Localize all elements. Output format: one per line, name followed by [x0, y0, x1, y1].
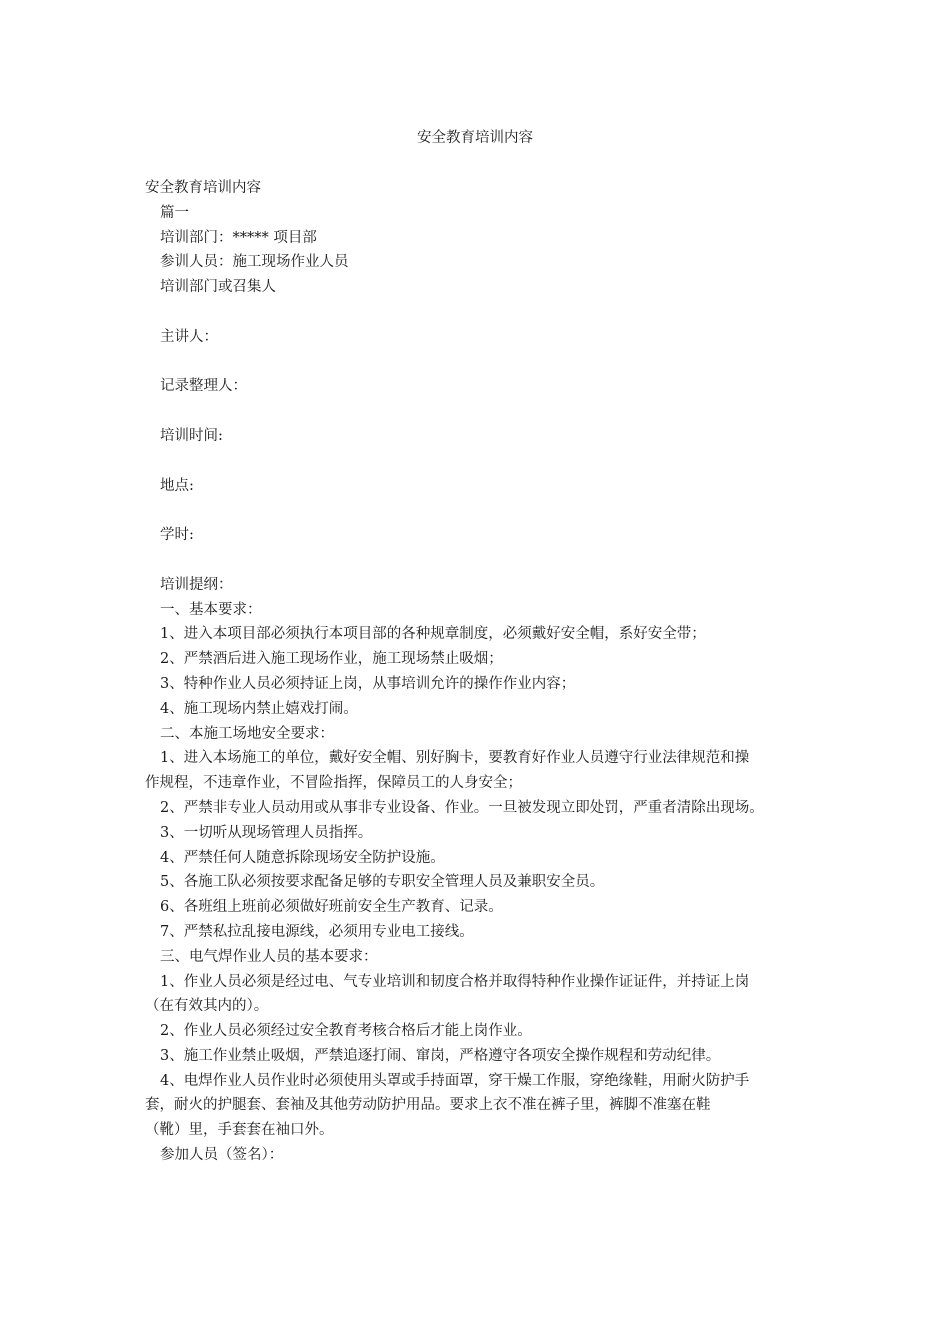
list-item: 3、施工作业禁止吸烟，严禁追逐打闹、窜岗，严格遵守各项安全操作规程和劳动纪律。 — [160, 1047, 721, 1064]
recorder-field: 记录整理人： — [160, 378, 247, 395]
list-item: 6、各班组上班前必须做好班前安全生产教育、记录。 — [160, 899, 503, 916]
list-item: 7、严禁私拉乱接电源线，必须用专业电工接线。 — [160, 923, 474, 940]
list-item: 1、进入本项目部必须执行本项目部的各种规章制度，必须戴好安全帽，系好安全带； — [160, 626, 706, 643]
part-label: 篇一 — [160, 204, 189, 221]
training-attendees: 参训人员：施工现场作业人员 — [160, 254, 349, 271]
spacer — [145, 350, 825, 375]
list-item-continuation: 套，耐火的护腿套、套袖及其他劳动防护用品。要求上衣不准在裤子里，裤脚不准塞在鞋 — [145, 1097, 711, 1114]
list-item-continuation: （靴）里，手套套在袖口外。 — [145, 1122, 334, 1139]
document-heading: 安全教育培训内容 — [145, 180, 261, 196]
spacer — [145, 498, 825, 523]
signature-field: 参加人员（签名）： — [160, 1147, 284, 1164]
spacer — [145, 399, 825, 424]
spacer — [145, 449, 825, 474]
list-item: 4、施工现场内禁止嬉戏打闹。 — [160, 700, 358, 717]
list-item: 1、作业人员必须是经过电、气专业培训和韧度合格并取得特种作业操作证证件，并持证上岗 — [160, 973, 750, 990]
spacer — [145, 548, 825, 573]
place-field: 地点: — [160, 477, 194, 494]
lecturer-field: 主讲人： — [160, 328, 218, 345]
list-item: 2、严禁酒后进入施工现场作业，施工现场禁止吸烟； — [160, 651, 503, 668]
section-heading: 一、基本要求： — [160, 601, 262, 618]
training-dept: 培训部门：***** 项目部 — [160, 229, 317, 246]
list-item: 3、一切听从现场管理人员指挥。 — [160, 824, 373, 841]
list-item-continuation: 作规程，不违章作业，不冒险指挥，保障员工的人身安全； — [145, 775, 522, 792]
list-item: 2、作业人员必须经过安全教育考核合格后才能上岗作业。 — [160, 1023, 532, 1040]
list-item: 3、特种作业人员必须持证上岗，从事培训允许的操作作业内容； — [160, 675, 576, 692]
list-item: 2、严禁非专业人员动用或从事非专业设备、作业。一旦被发现立即处罚，严重者清除出现场。 — [160, 799, 764, 816]
outline-label: 培训提纲： — [160, 576, 233, 593]
list-item: 1、进入本场施工的单位，戴好安全帽、别好胸卡，要教育好作业人员遵守行业法律规范和操 — [160, 750, 750, 767]
document-body — [145, 176, 825, 1168]
list-item: 5、各施工队必须按要求配备足够的专职安全管理人员及兼职安全员。 — [160, 874, 605, 891]
time-field: 培训时间: — [160, 427, 223, 444]
list-item: 4、电焊作业人员作业时必须使用头罩或手持面罩，穿干燥工作服，穿绝缘鞋，用耐火防护手 — [160, 1072, 750, 1089]
list-item-continuation: （在有效其内的）。 — [145, 998, 269, 1015]
list-item: 4、严禁任何人随意拆除现场安全防护设施。 — [160, 849, 445, 866]
document-title: 安全教育培训内容 — [417, 130, 533, 146]
section-heading: 三、电气焊作业人员的基本要求： — [160, 948, 378, 965]
training-convener: 培训部门或召集人 — [160, 279, 276, 296]
section-heading: 二、本施工场地安全要求： — [160, 725, 334, 742]
hours-field: 学时: — [160, 527, 194, 544]
spacer — [145, 300, 825, 325]
